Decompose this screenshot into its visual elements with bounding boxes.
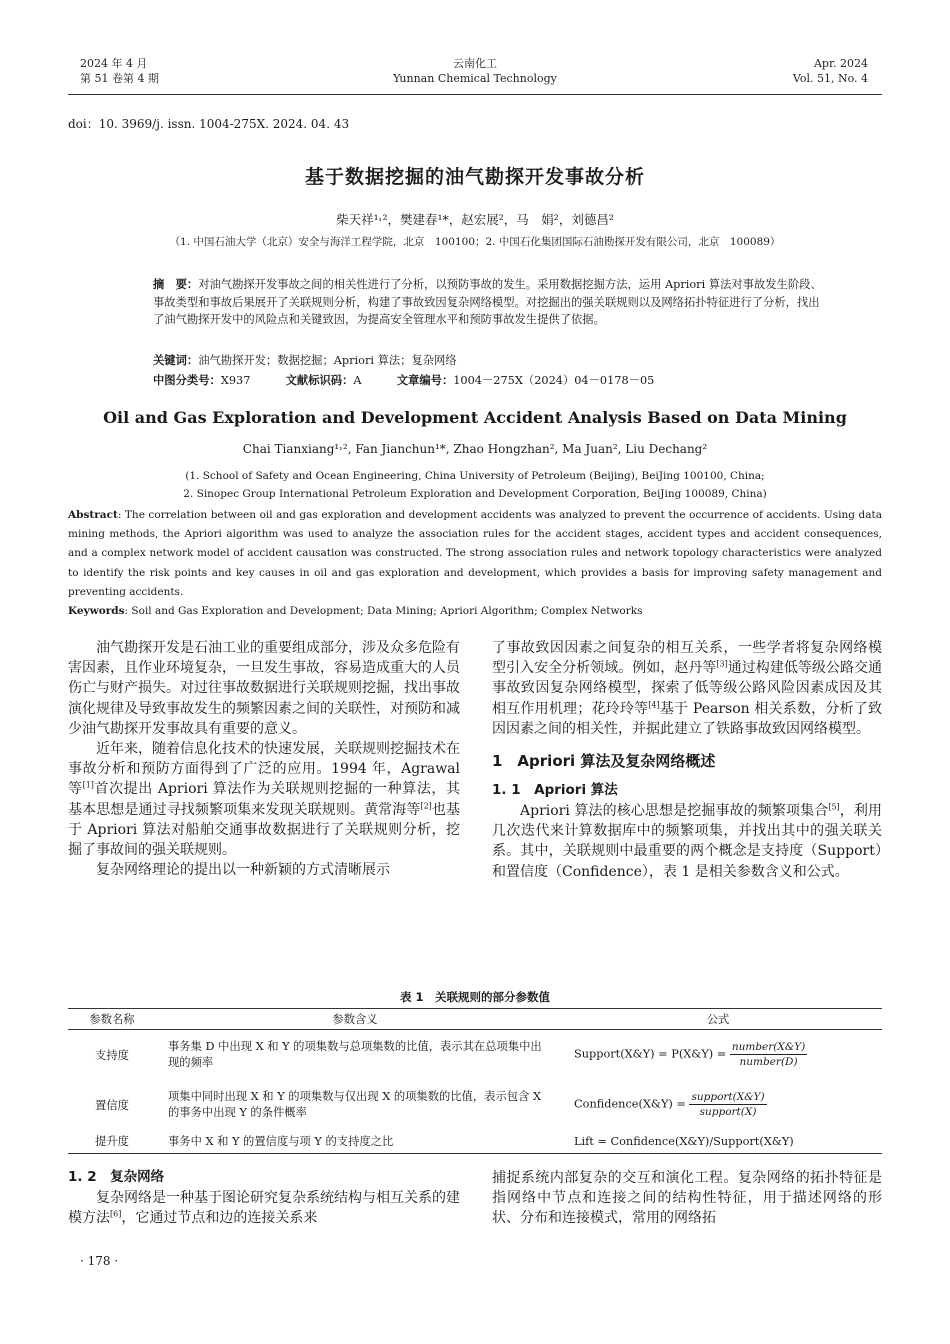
param-formula: Support(X&Y) = P(X&Y) = $\frac{\text{number(X\&Y)}}{\text{number(D)}}$: [574, 1041, 806, 1069]
citation: [4]: [648, 699, 660, 709]
authors-cn: 柴天祥¹˒²，樊建春¹*，赵宏展²，马 娟²，刘德昌²: [336, 212, 614, 227]
abstract-label-en: Abstract: [68, 509, 118, 521]
authors-en: Chai Tianxiang¹˒², Fan Jianchun¹*, Zhao Hongzhan², Ma Juan², Liu Dechang²: [242, 442, 708, 456]
param-meaning: 项集中同时出现 X 和 Y 的项集数与仅出现 X 的项集数的比值，表示包含 X 的事务中出现 Y 的条件概率: [168, 1089, 542, 1119]
keywords-label-en: Keywords: [68, 605, 125, 617]
body-left-column: [68, 638, 460, 880]
doc-code-value: A: [353, 374, 362, 387]
param-formula: Lift = Confidence(X&Y)/Support(X&Y): [554, 1130, 882, 1154]
keywords-text-en: Soil and Gas Exploration and Development; Data Mining; Apriori Algorithm; Complex Networks: [131, 605, 643, 617]
citation: [1]: [82, 780, 94, 790]
abstract-text-cn: 对油气勘探开发事故之间的相关性进行了分析，以预防事故的发生。采用数据挖掘方法，运用 Apriori 算法对事故发生阶段、事故类型和事故后果展开了关联规则分析，构建了事故致因复杂网络模型。对挖掘出的强关联规则以及网络拓扑特征进行了分析，找出了油气勘探开发中的风险点和关键致因，为提高安全管理水平和预防事故发生提供了依据。: [153, 278, 822, 326]
header-rule: [68, 94, 882, 95]
citation: [5]: [828, 802, 840, 812]
body-right-column: [492, 638, 882, 882]
citation: [2]: [420, 800, 432, 810]
affiliation-en-1: (1. School of Safety and Ocean Engineering, China University of Petroleum (Beijing), BeiJing 100100, China;: [185, 470, 765, 482]
doc-code-label: 文献标识码：: [285, 374, 354, 387]
journal-name-cn: 云南化工: [453, 57, 497, 70]
article-number-label: 文章编号：: [396, 374, 454, 387]
paragraph: 复杂网络理论的提出以一种新颖的方式清晰展示: [96, 862, 390, 879]
column-header: 参数名称: [68, 1009, 156, 1030]
affiliation-cn: （1. 中国石油大学（北京）安全与海洋工程学院，北京 100100；2. 中国石化集团国际石油勘探开发有限公司，北京 100089）: [169, 236, 781, 248]
paper-title-en: Oil and Gas Exploration and Development Accident Analysis Based on Data Mining: [103, 408, 847, 427]
clc-label: 中图分类号：: [153, 374, 221, 387]
paragraph: 油气勘探开发是石油工业的重要组成部分，涉及众多危险有害因素，且作业环境复杂，一旦发生事故，容易造成重大的人员伤亡与财产损失。对过往事故数据进行关联规则挖掘，找出事故演化规律及导致事故发生的频繁因素之间的关联性，对预防和减少油气勘探开发事故具有重要的意义。: [68, 640, 460, 737]
table-row: [68, 1130, 882, 1154]
page-number: · 178 ·: [80, 1254, 119, 1268]
bottom-left-column: [68, 1166, 460, 1228]
param-meaning: 事务集 D 中出现 X 和 Y 的项集数与总项集数的比值，表示其在总项集中出现的频率: [168, 1039, 542, 1069]
section-heading-1: 1 Apriori 算法及复杂网络概述: [492, 752, 716, 771]
clc-value: X937: [220, 374, 251, 387]
paragraph: Apriori 算法的核心思想是挖掘事故的频繁项集合[5]，利用几次迭代来计算数据库中的频繁项集，并找出其中的强关联关系。其中，关联规则中最重要的两个概念是支持度（Support）和置信度（Confidence），表 1 是相关参数含义和公式。: [492, 802, 882, 880]
header-date: 2024 年 4 月: [80, 57, 148, 70]
abstract-cn: [153, 276, 829, 329]
journal-name-en: Yunnan Chemical Technology: [393, 72, 557, 85]
column-header: 参数含义: [156, 1009, 554, 1030]
param-name: 置信度: [95, 1098, 129, 1112]
section-heading-1-1: 1. 1 Apriori 算法: [492, 782, 618, 799]
table-header-row: [68, 1009, 882, 1030]
abstract-label-cn: 摘 要：: [153, 278, 199, 291]
header-volume: 第 51 卷第 4 期: [80, 72, 159, 85]
column-header: 公式: [554, 1009, 882, 1030]
article-number-value: 1004－275X（2024）04－0178－05: [453, 374, 655, 387]
table-caption: 表 1 关联规则的部分参数值: [399, 990, 550, 1004]
citation: [6]: [110, 1209, 122, 1219]
doi: doi：10. 3969/j. issn. 1004-275X. 2024. 04. 43: [68, 117, 350, 131]
paragraph: 了事故致因因素之间复杂的相互关系，一些学者将复杂网络模型引入安全分析领域。例如，赵丹等[3]通过构建低等级公路交通事故致因复杂网络模型，探索了低等级公路风险因素成因及其相互作用机理；花玲玲等[4]基于 Pearson 相关系数，分析了致因因素之间的相关性，并据此建立了铁路事故致因网络模型。: [492, 640, 883, 737]
citation: [3]: [716, 659, 728, 669]
header-right: [793, 56, 868, 86]
keywords-cn: [153, 352, 457, 370]
keywords-text-cn: 油气勘探开发；数据挖掘；Apriori 算法；复杂网络: [198, 354, 457, 367]
param-meaning: 事务中 X 和 Y 的置信度与项 Y 的支持度之比: [156, 1130, 554, 1154]
paragraph: 近年来，随着信息化技术的快速发展，关联规则挖掘技术在事故分析和预防方面得到了广泛的应用。1994 年，Agrawal 等[1]首次提出 Apriori 算法作为关联规则挖掘的一种算法，其基本思想是通过寻找频繁项集来发现关联规则。黄常海等[2]也基于 Apriori 算法对船舶交通事故数据进行了关联规则分析，挖掘了事故间的强关联规则。: [68, 741, 461, 859]
table-row: [68, 1030, 882, 1080]
keywords-en: Keywords: Soil and Gas Exploration and Development; Data Mining; Apriori Algorithm; Complex Networks: [68, 605, 643, 617]
param-formula: Confidence(X&Y) = $\frac{\text{support(X\&Y)}}{\text{support(X)}}$: [574, 1091, 765, 1118]
paragraph: 捕捉系统内部复杂的交互和演化工程。复杂网络的拓扑特征是指网络中节点和连接之间的结构性特征，用于描述网络的形状、分布和连接模式，常用的网络拓: [492, 1170, 882, 1227]
abstract-en: Abstract: The correlation between oil and gas exploration and development accidents was analyzed to prevent the occurrence of accidents. Using data mining methods, the Apriori algorithm was used to analyze the association rules for the accident stages, accident types and accident consequences, and a complex network model of accident causation was constructed. The strong association rules and network topology characteristics were analyzed to identify the risk points and key causes in oil and gas exploration and development, which provides a basis for improving safety management and preventing accidents.: [68, 509, 882, 598]
paper-title-cn: 基于数据挖掘的油气勘探开发事故分析: [304, 166, 645, 188]
section-heading-1-2: 1. 2 复杂网络: [68, 1169, 165, 1185]
table-row: [68, 1080, 882, 1130]
classification-line: [153, 372, 654, 390]
affiliation-en-2: 2. Sinopec Group International Petroleum Exploration and Development Corporation, BeiJing 100089, China): [183, 488, 767, 500]
paragraph: 复杂网络是一种基于图论研究复杂系统结构与相互关系的建模方法[6]，它通过节点和边的连接关系来: [68, 1190, 460, 1227]
header-date-en: Apr. 2024: [813, 57, 868, 70]
param-name: 支持度: [95, 1048, 129, 1062]
abstract-text-en: The correlation between oil and gas exploration and development accidents was analyzed to prevent the occurrence of accidents. Using data mining methods, the Apriori algorithm was used to analyze the association rules for the accident stages, accident types and accident consequences, and a complex network model of accident causation was constructed. The strong association rules and network topology characteristics were analyzed to identify the risk points and key causes in oil and gas exploration and development, which provides a basis for improving safety management and preventing accidents.: [68, 509, 882, 598]
header-volume-en: Vol. 51, No. 4: [792, 72, 868, 85]
bottom-right-column: [492, 1168, 882, 1229]
param-name: 提升度: [68, 1130, 156, 1154]
keywords-label-cn: 关键词：: [153, 354, 199, 367]
parameter-table: [68, 1008, 882, 1154]
